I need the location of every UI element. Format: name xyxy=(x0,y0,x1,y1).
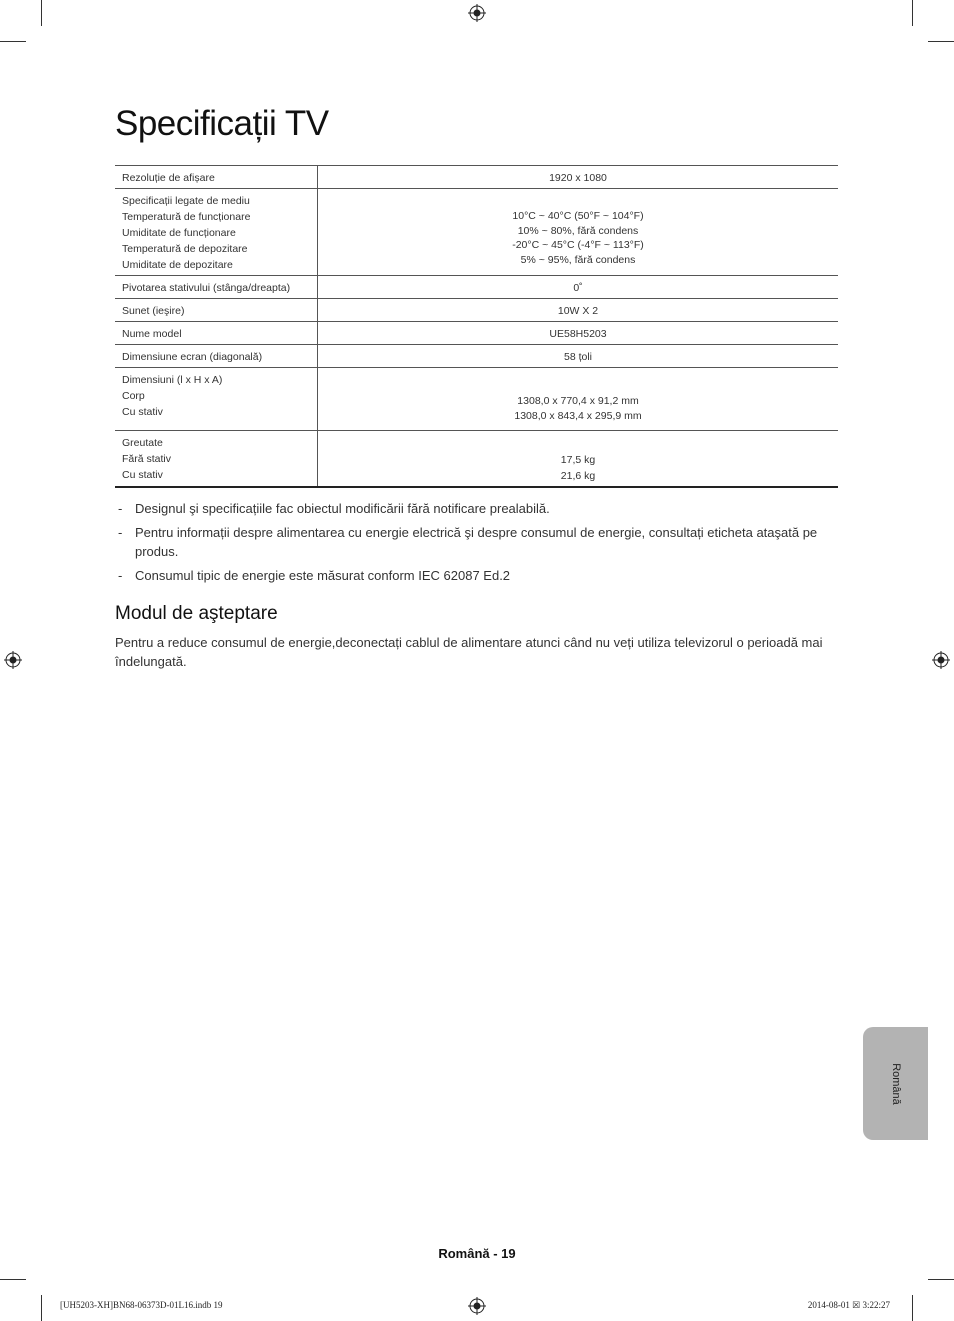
section-title: Modul de aşteptare xyxy=(115,603,278,624)
spec-label: Sunet (ieşire) xyxy=(115,299,318,322)
crop-mark-icon xyxy=(0,1279,26,1280)
list-item xyxy=(115,499,840,518)
table-row xyxy=(115,368,838,431)
list-item xyxy=(115,566,840,585)
spec-value: 58 țoli xyxy=(318,345,839,368)
spec-label: Dimensiuni (l x H x A) Corp Cu stativ xyxy=(115,368,318,431)
spec-value: 17,5 kg 21,6 kg xyxy=(318,431,839,488)
crop-mark-icon xyxy=(912,1295,913,1321)
table-row xyxy=(115,431,838,488)
print-file-info: [UH5203-XH]BN68-06373D-01L16.indb 19 xyxy=(60,1300,223,1310)
spec-value: 0˚ xyxy=(318,276,839,299)
spec-table xyxy=(115,165,838,488)
spec-value: 10W X 2 xyxy=(318,299,839,322)
table-row xyxy=(115,345,838,368)
language-tab xyxy=(863,1027,928,1140)
spec-value: 1308,0 x 770,4 x 91,2 mm 1308,0 x 843,4 x 295,9 mm xyxy=(318,368,839,431)
crop-mark-icon xyxy=(928,1279,954,1280)
table-row xyxy=(115,166,838,189)
note-text: Consumul tipic de energie este măsurat conform IEC 62087 Ed.2 xyxy=(135,568,511,583)
spec-value: UE58H5203 xyxy=(318,322,839,345)
page-number: Română - 19 xyxy=(438,1246,516,1261)
registration-mark-icon xyxy=(468,4,486,22)
bullet-dash: - xyxy=(118,568,123,583)
table-row xyxy=(115,276,838,299)
note-text: Designul şi specificațiile fac obiectul modificării fără notificare prealabilă. xyxy=(135,501,550,516)
spec-value: 1920 x 1080 xyxy=(318,166,839,189)
spec-label: Dimensiune ecran (diagonală) xyxy=(115,345,318,368)
table-row xyxy=(115,322,838,345)
registration-mark-icon xyxy=(932,651,950,669)
table-row xyxy=(115,189,838,276)
spec-label: Greutate Fără stativ Cu stativ xyxy=(115,431,318,488)
language-tab-label: Română xyxy=(889,1062,902,1105)
crop-mark-icon xyxy=(41,1295,42,1321)
spec-label: Pivotarea stativului (stânga/dreapta) xyxy=(115,276,318,299)
crop-mark-icon xyxy=(912,0,913,26)
note-text: Pentru informații despre alimentarea cu energie electrică şi despre consumul de energie, consultați eticheta ataşată pe produs. xyxy=(135,525,818,559)
registration-mark-icon xyxy=(468,1297,486,1315)
section-body: Pentru a reduce consumul de energie,deconectați cablul de alimentare atunci când nu veți utiliza televizorul o perioadă mai îndelungată. xyxy=(115,635,823,669)
spec-label: Nume model xyxy=(115,322,318,345)
print-date-info: 2014-08-01 ☒ 3:22:27 xyxy=(807,1300,890,1310)
crop-mark-icon xyxy=(928,41,954,42)
crop-mark-icon xyxy=(41,0,42,26)
registration-mark-icon xyxy=(4,651,22,669)
spec-label: Specificații legate de mediu Temperatură de funcționare Umiditate de funcționare Temperatură de depozitare Umiditate de depozitare xyxy=(115,189,318,276)
table-row xyxy=(115,299,838,322)
notes-list xyxy=(115,499,840,590)
spec-label: Rezoluție de afișare xyxy=(115,166,318,189)
spec-value: 10°C ~ 40°C (50°F ~ 104°F) 10% ~ 80%, fără condens -20°C ~ 45°C (-4°F ~ 113°F) 5% ~ 95%, fără condens xyxy=(318,189,839,276)
bullet-dash: - xyxy=(118,525,123,540)
crop-mark-icon xyxy=(0,41,26,42)
bullet-dash: - xyxy=(118,501,123,516)
page-title: Specificații TV xyxy=(115,104,329,143)
list-item xyxy=(115,523,840,561)
